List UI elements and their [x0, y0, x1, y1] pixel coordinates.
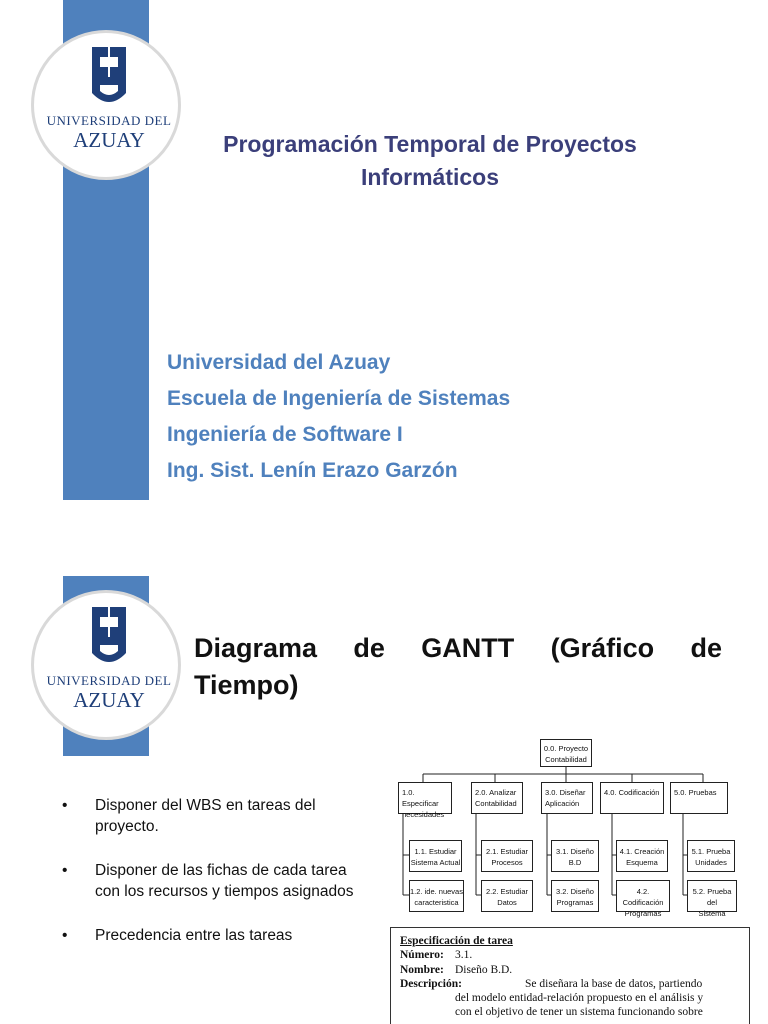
wbs-node-4-0 — [600, 782, 664, 814]
wbs-node-1-2 — [409, 880, 464, 912]
wbs-node-text: Esquema — [626, 858, 658, 867]
presentation-title — [190, 128, 670, 194]
course-name: Ingeniería de Software I — [167, 423, 403, 446]
university-logo — [31, 590, 181, 740]
slide-title-line1: Diagrama de GANTT (Gráfico de — [194, 633, 722, 663]
wbs-node-5-1 — [687, 840, 735, 872]
wbs-node-text: 0.0. Proyecto — [543, 744, 589, 753]
author-name: Ing. Sist. Lenín Erazo Garzón — [167, 459, 458, 482]
university-logo — [31, 30, 181, 180]
wbs-node-text: Sistema Actual — [410, 858, 461, 867]
wbs-node-5-2 — [687, 880, 737, 918]
wbs-node-text: 4.0. Codificación — [604, 788, 660, 797]
task-spec-card — [390, 927, 750, 1024]
wbs-node-text: B.D — [568, 858, 582, 867]
gantt-slide — [0, 512, 768, 1024]
title-line: Programación Temporal de Proyectos — [223, 131, 637, 157]
wbs-node-text: 1.2. ide. nuevas — [410, 887, 463, 896]
wbs-node-text: Procesos — [491, 858, 523, 867]
wbs-node-4-2 — [616, 880, 670, 918]
author-info — [167, 345, 510, 489]
wbs-node-2-2 — [481, 880, 533, 912]
wbs-node-text: 2.2. Estudiar — [485, 887, 529, 896]
wbs-node-text: 5.2. Prueba del — [692, 887, 732, 907]
wbs-node-3-0 — [541, 782, 593, 814]
wbs-diagram — [385, 722, 745, 927]
wbs-node-text: Programas — [556, 898, 594, 907]
logo-text-line2: AZUAY — [73, 128, 145, 152]
numero-label: Número: — [400, 949, 444, 961]
bullet-item: • Disponer de las fichas de cada tarea con los recursos y tiempos asignados — [62, 860, 362, 902]
wbs-node-text: Sistema — [698, 909, 726, 918]
wbs-node-text: 3.2. Diseño — [556, 887, 594, 896]
wbs-node-root — [540, 739, 592, 767]
bullet-item: • Precedencia entre las tareas — [62, 925, 362, 946]
descripcion-label: Descripción: — [400, 978, 462, 990]
wbs-node-1-0 — [398, 782, 452, 819]
wbs-node-text: 5.1. Prueba — [691, 847, 731, 856]
wbs-node-text: 1.0. Especificar — [402, 788, 439, 808]
slide-title — [194, 630, 722, 704]
wbs-node-text: Programas — [624, 909, 662, 918]
wbs-node-5-0 — [670, 782, 728, 814]
wbs-node-text: necesidades — [402, 810, 445, 819]
wbs-node-1-1 — [409, 840, 462, 872]
wbs-node-text: 4.1. Creación — [619, 847, 665, 856]
wbs-node-text: Aplicación — [545, 799, 580, 808]
wbs-node-2-1 — [481, 840, 533, 872]
wbs-node-text: 2.1. Estudiar — [485, 847, 529, 856]
logo-text-line2: AZUAY — [73, 688, 145, 712]
bullet-list — [62, 795, 362, 969]
wbs-node-text: 3.0. Diseñar — [545, 788, 586, 797]
nombre-label: Nombre: — [400, 964, 444, 976]
wbs-node-text: caracteristica — [414, 898, 459, 907]
wbs-node-4-1 — [616, 840, 668, 872]
descripcion-line: Se diseñara la base de datos, partiendo — [525, 978, 703, 990]
wbs-node-text: Contabilidad — [545, 755, 587, 764]
wbs-node-text: 2.0. Analizar — [475, 788, 517, 797]
wbs-node-text: Datos — [497, 898, 517, 907]
school-name: Escuela de Ingeniería de Sistemas — [167, 387, 511, 410]
descripcion-line: del modelo entidad-relación propuesto en el análisis y — [455, 992, 704, 1004]
slide-title-line2: Tiempo) — [194, 670, 299, 700]
logo-text-line1: UNIVERSIDAD DEL — [46, 113, 172, 128]
wbs-node-text: 3.1. Diseño — [556, 847, 594, 856]
nombre-value: Diseño B.D. — [455, 964, 513, 976]
descripcion-text — [455, 977, 740, 1019]
university-name: Universidad del Azuay — [167, 351, 391, 374]
wbs-node-3-1 — [551, 840, 599, 872]
bullet-item: • Disponer del WBS en tareas del proyecto. — [62, 795, 362, 837]
wbs-node-text: Contabilidad — [475, 799, 517, 808]
numero-value: 3.1. — [455, 949, 473, 961]
wbs-node-2-0 — [471, 782, 523, 814]
wbs-node-text: 4.2. Codificación — [622, 887, 664, 907]
descripcion-line: con el objetivo de tener un sistema funcionando sobre — [455, 1006, 703, 1018]
title-line: Informáticos — [360, 164, 500, 190]
wbs-node-3-2 — [551, 880, 599, 912]
wbs-node-text: 5.0. Pruebas — [674, 788, 717, 797]
wbs-node-text: 1.1. Estudiar — [414, 847, 457, 856]
university-crest-icon — [34, 33, 184, 183]
logo-text-line1: UNIVERSIDAD DEL — [46, 673, 172, 688]
university-crest-icon — [34, 593, 184, 743]
wbs-node-text: Unidades — [695, 858, 727, 867]
task-spec-heading: Especificación de tarea — [400, 935, 513, 947]
